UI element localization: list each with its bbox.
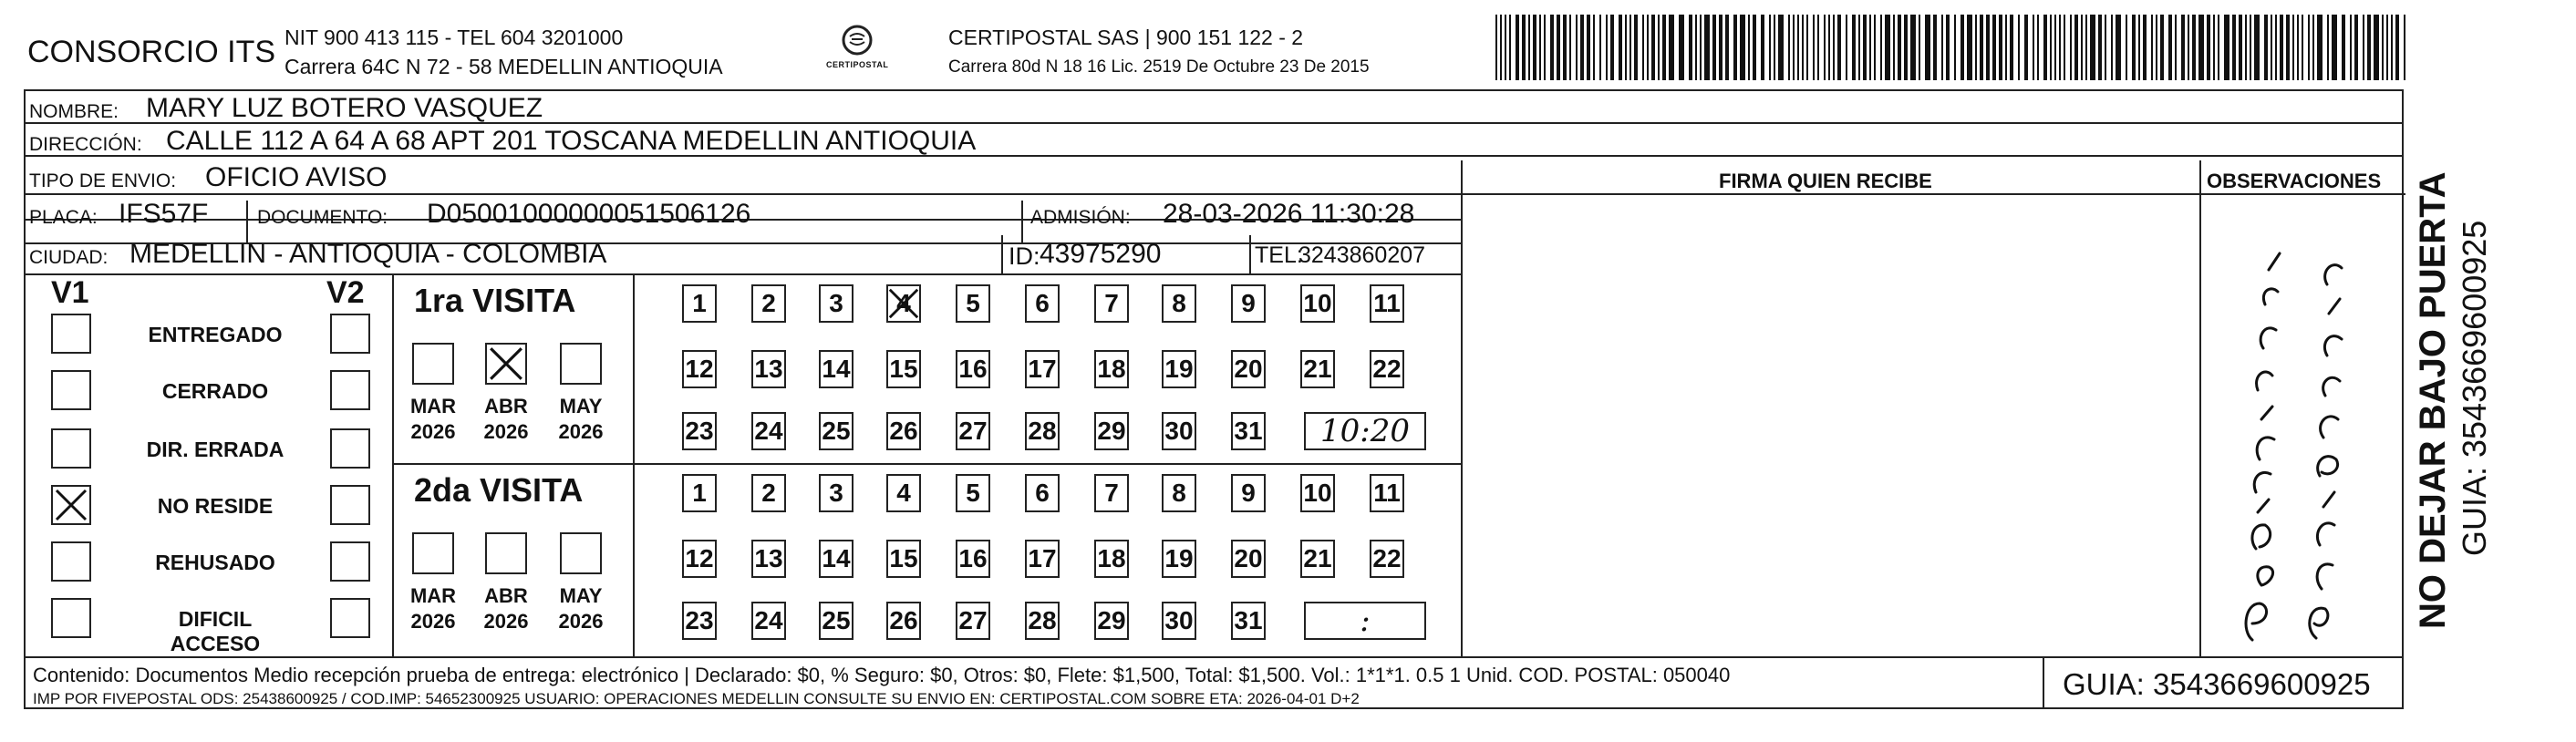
- visit-day-box[interactable]: 23: [682, 602, 717, 640]
- visit-month-label: [549, 583, 613, 634]
- visit-day-box[interactable]: 30: [1162, 412, 1196, 450]
- month-year: 2026: [483, 609, 529, 633]
- visit-day-box[interactable]: 5: [956, 474, 990, 512]
- visit-day-box[interactable]: 12: [682, 350, 717, 388]
- status-option-label: ENTREGADO: [148, 323, 283, 346]
- visit-day-box[interactable]: 16: [956, 540, 990, 578]
- visit-time-box[interactable]: 10:20: [1304, 412, 1426, 450]
- visit-day-box[interactable]: 30: [1162, 602, 1196, 640]
- visit-month-checkbox[interactable]: [412, 532, 454, 574]
- v1-checkbox[interactable]: [51, 370, 91, 410]
- visit-day-box[interactable]: 2: [751, 284, 786, 323]
- v2-checkbox[interactable]: [330, 541, 370, 582]
- visit-day-box[interactable]: 6: [1025, 284, 1060, 323]
- visit-day-box[interactable]: 29: [1094, 602, 1129, 640]
- month-year: 2026: [558, 609, 604, 633]
- id-label: ID:: [1009, 242, 1040, 270]
- visit-day-box[interactable]: 13: [751, 540, 786, 578]
- visit-day-box[interactable]: 29: [1094, 412, 1129, 450]
- visit-day-box[interactable]: 4: [886, 284, 921, 323]
- v1-checkbox[interactable]: [51, 428, 91, 469]
- visit-day-box[interactable]: 11: [1370, 284, 1404, 323]
- visit-day-box[interactable]: 6: [1025, 474, 1060, 512]
- month-year: 2026: [558, 419, 604, 443]
- visit-month-checkbox[interactable]: [485, 532, 527, 574]
- visit-day-box[interactable]: 16: [956, 350, 990, 388]
- visit-day-box[interactable]: 20: [1231, 540, 1266, 578]
- visit-day-box[interactable]: 11: [1370, 474, 1404, 512]
- ciudad-label: CIUDAD:: [29, 247, 109, 268]
- visit-day-box[interactable]: 10: [1300, 474, 1335, 512]
- visit-day-box[interactable]: 14: [819, 350, 853, 388]
- ciudad-value: MEDELLIN - ANTIOQUIA - COLOMBIA: [129, 239, 607, 269]
- visit-day-box[interactable]: 9: [1231, 284, 1266, 323]
- company-line-1: NIT 900 413 115 - TEL 604 3201000: [284, 26, 624, 49]
- visit-day-box[interactable]: 5: [956, 284, 990, 323]
- visit-day-box[interactable]: 24: [751, 602, 786, 640]
- month-year: 2026: [410, 609, 456, 633]
- v1-checkbox[interactable]: [51, 598, 91, 638]
- month-name: MAR: [409, 395, 457, 417]
- visit-month-label: [474, 394, 538, 444]
- v1-header: V1: [51, 275, 89, 310]
- firma-header: FIRMA QUIEN RECIBE: [1719, 170, 1932, 192]
- visit-day-box[interactable]: 4: [886, 474, 921, 512]
- tipo-envio-value: OFICIO AVISO: [205, 162, 388, 192]
- visit-title: 1ra VISITA: [414, 282, 576, 319]
- month-name: MAY: [559, 395, 603, 417]
- visit-day-box[interactable]: 17: [1025, 350, 1060, 388]
- visit-day-box[interactable]: 22: [1370, 350, 1404, 388]
- visit-day-box[interactable]: 17: [1025, 540, 1060, 578]
- visit-month-label: [549, 394, 613, 444]
- observaciones-handwriting: [2205, 202, 2387, 654]
- month-year: 2026: [410, 419, 456, 443]
- visit-day-box[interactable]: 25: [819, 602, 853, 640]
- courier-line-1: CERTIPOSTAL SAS | 900 151 122 - 2: [948, 26, 1304, 49]
- visit-day-box[interactable]: 13: [751, 350, 786, 388]
- visit-day-box[interactable]: 23: [682, 412, 717, 450]
- month-name: MAY: [559, 584, 603, 607]
- observaciones-header: OBSERVACIONES: [2207, 170, 2382, 192]
- company-name: CONSORCIO ITS: [27, 35, 276, 69]
- month-name: ABR: [484, 584, 528, 607]
- documento-value: D05001000000051506126: [427, 199, 751, 229]
- visit-month-label: [401, 394, 465, 444]
- visit-day-box[interactable]: 8: [1162, 284, 1196, 323]
- visit-day-box[interactable]: 21: [1300, 350, 1335, 388]
- visit-day-box[interactable]: 24: [751, 412, 786, 450]
- placa-label: PLACA:: [29, 207, 98, 228]
- visit-day-box[interactable]: 7: [1094, 284, 1129, 323]
- visit-day-box[interactable]: 27: [956, 602, 990, 640]
- footer-line-2: IMP POR FIVEPOSTAL ODS: 25438600925 / COD.IMP: 54652300925 USUARIO: OPERACIONES MEDELLIN CONSULTE SU ENVIO EN: CERTIPOSTAL.COM SOBRE ETA: 2026-04-01 D+2: [33, 690, 1360, 707]
- visit-day-box[interactable]: 8: [1162, 474, 1196, 512]
- footer-guia: GUIA: 3543669600925: [2063, 667, 2371, 701]
- visit-month-checkbox[interactable]: [560, 532, 602, 574]
- visit-day-box[interactable]: 1: [682, 284, 717, 323]
- placa-value: IFS57F: [119, 199, 209, 229]
- barcode: [1495, 15, 2412, 80]
- footer-line-1: Contenido: Documentos Medio recepción prueba de entrega: electrónico | Declarado: $0, % Seguro: $0, Otros: $0, Flete: $1,500, Total: $1,500. Vol.: 1*1*1. 0.5 1 Unid. COD. POSTAL: 050040: [33, 664, 1731, 686]
- admision-value: 28-03-2026 11:30:28: [1163, 199, 1415, 229]
- status-option-label: DIR. ERRADA: [146, 438, 284, 461]
- visit-month-checkbox[interactable]: [485, 343, 527, 385]
- status-option-label: DIFICIL ACCESO: [170, 607, 261, 655]
- visit-month-label: [401, 583, 465, 634]
- visit-day-box[interactable]: 3: [819, 474, 853, 512]
- v2-checkbox[interactable]: [330, 314, 370, 354]
- visit-day-box[interactable]: 10: [1300, 284, 1335, 323]
- nombre-label: NOMBRE:: [29, 101, 119, 122]
- day-check-mark: [886, 284, 921, 323]
- visit-day-box[interactable]: 25: [819, 412, 853, 450]
- visit-month-label: [474, 583, 538, 634]
- certipostal-logo-text: CERTIPOSTAL: [826, 60, 889, 69]
- status-option-label: CERRADO: [161, 379, 269, 403]
- visit-day-box[interactable]: 14: [819, 540, 853, 578]
- direccion-label: DIRECCIÓN:: [29, 134, 142, 155]
- v2-checkbox[interactable]: [330, 598, 370, 638]
- visit-day-box[interactable]: 26: [886, 412, 921, 450]
- visit-day-box[interactable]: 27: [956, 412, 990, 450]
- tel-label: TEL:: [1255, 242, 1303, 268]
- documento-label: DOCUMENTO:: [257, 207, 388, 228]
- tipo-envio-label: TIPO DE ENVIO:: [29, 170, 177, 191]
- visit-day-box[interactable]: 28: [1025, 412, 1060, 450]
- visit-day-box[interactable]: 1: [682, 474, 717, 512]
- visit-day-box[interactable]: 15: [886, 540, 921, 578]
- v2-checkbox[interactable]: [330, 428, 370, 469]
- visit-day-box[interactable]: 19: [1162, 350, 1196, 388]
- company-line-2: Carrera 64C N 72 - 58 MEDELLIN ANTIOQUIA: [284, 55, 723, 78]
- visit-day-box[interactable]: 28: [1025, 602, 1060, 640]
- v2-checkbox[interactable]: [330, 485, 370, 525]
- no-dejar-bajo-puerta: NO DEJAR BAJO PUERTA: [2413, 171, 2453, 629]
- courier-line-2: Carrera 80d N 18 16 Lic. 2519 De Octubre 23 De 2015: [948, 57, 1370, 77]
- visit-day-box[interactable]: 15: [886, 350, 921, 388]
- status-option-label: NO RESIDE: [157, 494, 274, 518]
- v2-header: V2: [326, 275, 365, 310]
- month-name: ABR: [484, 395, 528, 417]
- visit-title: 2da VISITA: [414, 471, 584, 509]
- visit-day-box[interactable]: 31: [1231, 412, 1266, 450]
- v1-checkbox[interactable]: [51, 541, 91, 582]
- visit-day-box[interactable]: 18: [1094, 350, 1129, 388]
- direccion-value: CALLE 112 A 64 A 68 APT 201 TOSCANA MEDELLIN ANTIOQUIA: [166, 126, 977, 156]
- tel-value: 3243860207: [1298, 242, 1426, 268]
- visit-day-box[interactable]: 2: [751, 474, 786, 512]
- visit-day-box[interactable]: 9: [1231, 474, 1266, 512]
- status-option-label: REHUSADO: [155, 551, 275, 574]
- v1-checkbox[interactable]: [51, 485, 91, 525]
- side-guia: GUIA: 3543669600925: [2456, 220, 2493, 556]
- admision-label: ADMISIÓN:: [1030, 207, 1131, 228]
- visit-day-box[interactable]: 26: [886, 602, 921, 640]
- v1-checkbox[interactable]: [51, 314, 91, 354]
- visit-day-box[interactable]: 21: [1300, 540, 1335, 578]
- visit-day-box[interactable]: 19: [1162, 540, 1196, 578]
- month-year: 2026: [483, 419, 529, 443]
- visit-month-checkbox[interactable]: [560, 343, 602, 385]
- visit-day-box[interactable]: 12: [682, 540, 717, 578]
- v2-checkbox[interactable]: [330, 370, 370, 410]
- visit-day-box[interactable]: 22: [1370, 540, 1404, 578]
- visit-day-box[interactable]: 18: [1094, 540, 1129, 578]
- visit-day-box[interactable]: 20: [1231, 350, 1266, 388]
- nombre-value: MARY LUZ BOTERO VASQUEZ: [146, 93, 543, 123]
- visit-day-box[interactable]: 31: [1231, 602, 1266, 640]
- visit-day-box[interactable]: 7: [1094, 474, 1129, 512]
- visit-time-box[interactable]: :: [1304, 602, 1426, 640]
- visit-day-box[interactable]: 3: [819, 284, 853, 323]
- visit-month-checkbox[interactable]: [412, 343, 454, 385]
- id-value: 43975290: [1040, 239, 1162, 269]
- month-name: MAR: [409, 584, 457, 607]
